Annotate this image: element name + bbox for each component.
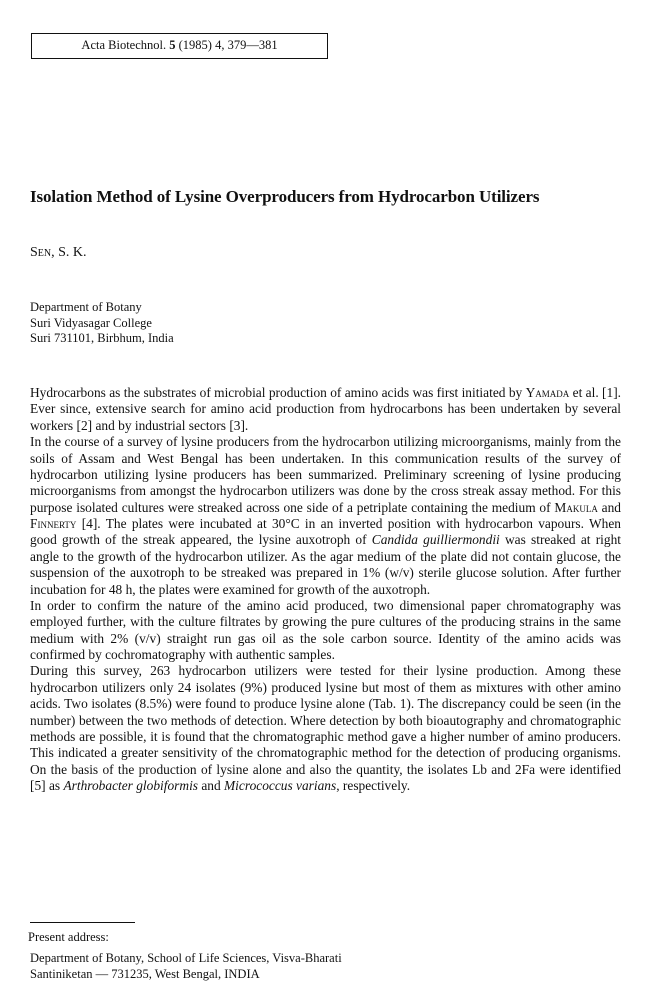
paragraph-3: In order to confirm the nature of the amino acid produced, two dimensional paper chromatography was employed further, with the culture filtrates by growing the pure cultures of the producing strains in the same medium with 2% (v/v) straight run gas oil as the sole carbon source. Identity of the amino acids was confirmed by cochromatography with authentic samples. — [30, 597, 621, 662]
journal-issue-pages: (1985) 4, 379—381 — [178, 38, 278, 52]
affiliation-department: Department of Botany — [30, 300, 142, 314]
species-name: Arthrobacter globiformis — [63, 778, 198, 793]
author-initials: , S. K. — [51, 245, 87, 260]
present-address-label: Present address: — [28, 930, 109, 944]
species-name: Micrococcus varians — [224, 778, 337, 793]
affiliation-college: Suri Vidyasagar College — [30, 315, 152, 330]
journal-volume: 5 — [169, 38, 176, 52]
author — [30, 245, 87, 261]
journal-name: Acta Biotechnol. — [81, 38, 167, 52]
cited-author-makula: Makula — [554, 499, 598, 515]
article-body — [30, 385, 621, 794]
paragraph-2: In the course of a survey of lysine producers from the hydrocarbon utilizing microorganisms, mainly from the soils of Assam and West Bengal has been undertaken. In this communication results of the survey of hydrocarbon utilizing lysine producers has been summarized. Preliminary screening of lysine producing microorganisms from amongst the hydrocarbon utilizers was done by the cross streak assay method. For this purpose isolated cultures were streaked across one side of a petriplate containing the medium of Makula and Finnerty [4]. The plates were incubated at 30°C in an inverted position with hydrocarbon vapours. When good growth of the streak appeared, the lysine auxotroph of Candida guilliermondii was streaked at right angle to the growth of the hydrocarbon utilizer. As the agar medium of the plate did not contain glucose, the suspension of the auxotroph to be streaked was prepared in 1% (w/v) sterile glucose solution. After further incubation for 48 h, the plates were examined for growth of the auxotroph. — [30, 434, 622, 597]
article-title: Isolation Method of Lysine Overproducers from Hydrocarbon Utilizers — [30, 187, 540, 206]
paragraph-4: During this survey, 263 hydrocarbon utilizers were tested for their lysine production. Among these hydrocarbon utilizers only 24 isolates (9%) produced lysine but most of them as mixtures with other amino acids. Two isolates (8.5%) were found to produce lysine alone (Tab. 1). The discrepancy could be seen (in the number) between the two methods of detection. Where detection by both bioautography and chromatographic methods are possible, it is found that the chromatographic method gave a higher number of amino producers. This indicated a greater sensitivity of the chromatographic method for the detection of producing organisms. On the basis of the production of lysine alone and also the quantity, the isolates Lb and 2Fa were identified [5] as Arthrobacter globiformis and Micrococcus varians, respectively. — [30, 663, 621, 793]
journal-citation-box — [31, 33, 328, 59]
present-address-line-1: Department of Botany, School of Life Sciences, Visva-Bharati — [30, 951, 342, 965]
present-address-line-2: Santiniketan — 731235, West Bengal, INDIA — [30, 966, 260, 981]
footnote-divider — [30, 922, 135, 923]
author-surname: Sen — [30, 245, 52, 260]
cited-author-finnerty: Finnerty — [30, 516, 77, 531]
paragraph-1: Hydrocarbons as the substrates of microbial production of amino acids was first initiated by Yamada et al. [1]. Ever since, extensive search for amino acid production from hydrocarbons has been undertaken by several workers [2] and by industrial sectors [3]. — [30, 385, 621, 433]
present-address — [30, 951, 342, 982]
affiliation-address: Suri 731101, Birbhum, India — [30, 331, 174, 345]
species-name: Candida guilliermondii — [371, 532, 500, 548]
affiliation — [30, 300, 174, 347]
cited-author-yamada: Yamada — [525, 385, 570, 400]
